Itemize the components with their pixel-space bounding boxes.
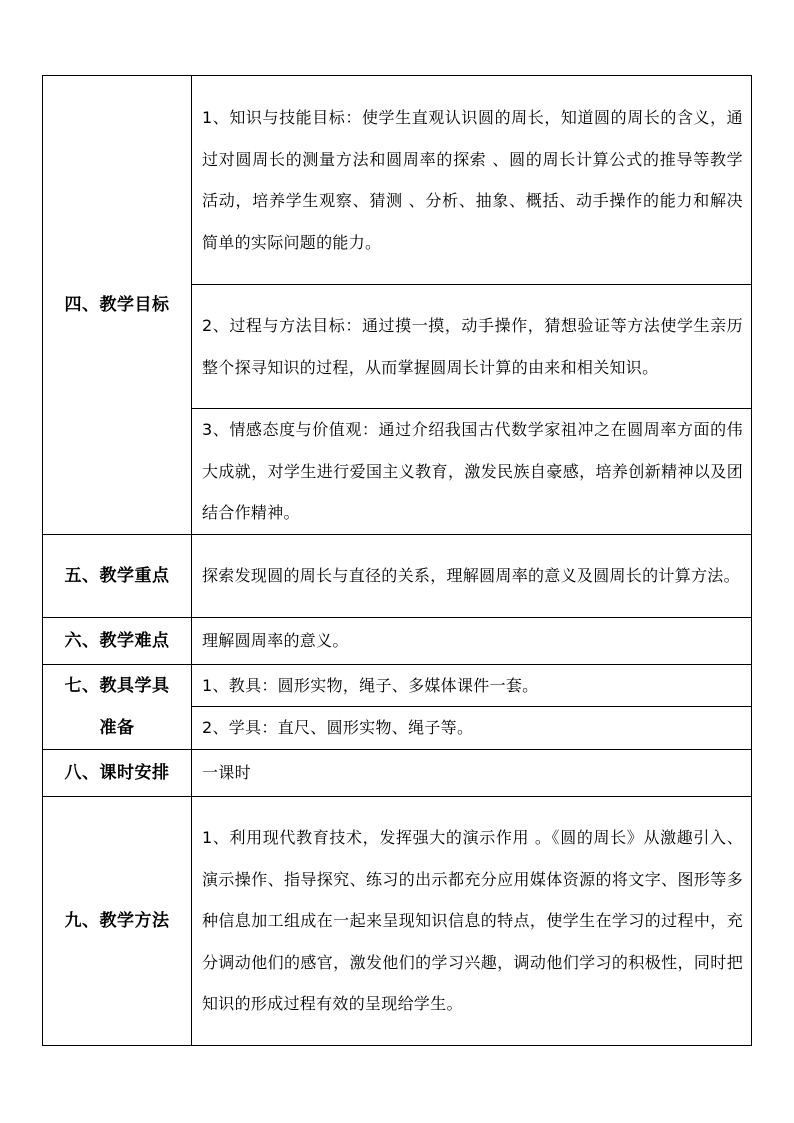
schedule-label: 八、课时安排 [43,750,192,797]
tools-label-line2: 准备 [99,717,135,738]
key-points-label: 五、教学重点 [43,534,192,617]
tools-row-1 [43,664,752,707]
methods-text: 1、利用现代教育技术，发挥强大的演示作用 。《圆的周长》从激趣引入、演示操作、指导探究、练习的出示都充分应用媒体资源的将文字、图形等多种信息加工组成在一起来呈现知识信息的特点，使学生在学习的过程中，充分调动他们的感官，激发他们的学习兴趣，调动他们学习的积极性，同时把知识的形成过程有效的呈现给学生。 [192,797,752,1046]
lesson-plan-table [42,75,752,1046]
goal-process-method: 2、过程与方法目标：通过摸一摸，动手操作，猜想验证等方法使学生亲历整个探寻知识的过程，从而掌握圆周长计算的由来和相关知识。 [192,285,752,409]
methods-row [43,797,752,1046]
schedule-text: 一课时 [192,750,752,797]
goal-emotion-values: 3、情感态度与价值观：通过介绍我国古代数学家祖冲之在圆周率方面的伟大成就，对学生进行爱国主义教育，激发民族自豪感，培养创新精神以及团结合作精神。 [192,409,752,535]
tools-teacher: 1、教具：圆形实物，绳子、多媒体课件一套。 [192,664,752,707]
difficulties-row [43,617,752,664]
tools-label-line1: 七、教具学具 [64,675,170,696]
tools-student: 2、学具：直尺、圆形实物、绳子等。 [192,707,752,750]
tools-label [43,664,192,750]
difficulties-label: 六、教学难点 [43,617,192,664]
goal-knowledge-skills: 1、知识与技能目标：使学生直观认识圆的周长，知道圆的周长的含义，通过对圆周长的测量方法和圆周率的探索 、圆的周长计算公式的推导等教学活动，培养学生观察、猜测 、分析、抽象、概括、动手操作的能力和解决简单的实际问题的能力。 [192,76,752,285]
goals-label: 四、教学目标 [43,76,192,535]
goals-row-1 [43,76,752,285]
methods-label: 九、教学方法 [43,797,192,1046]
key-points-text: 探索发现圆的周长与直径的关系，理解圆周率的意义及圆周长的计算方法。 [192,534,752,617]
schedule-row [43,750,752,797]
difficulties-text: 理解圆周率的意义。 [192,617,752,664]
key-points-row [43,534,752,617]
